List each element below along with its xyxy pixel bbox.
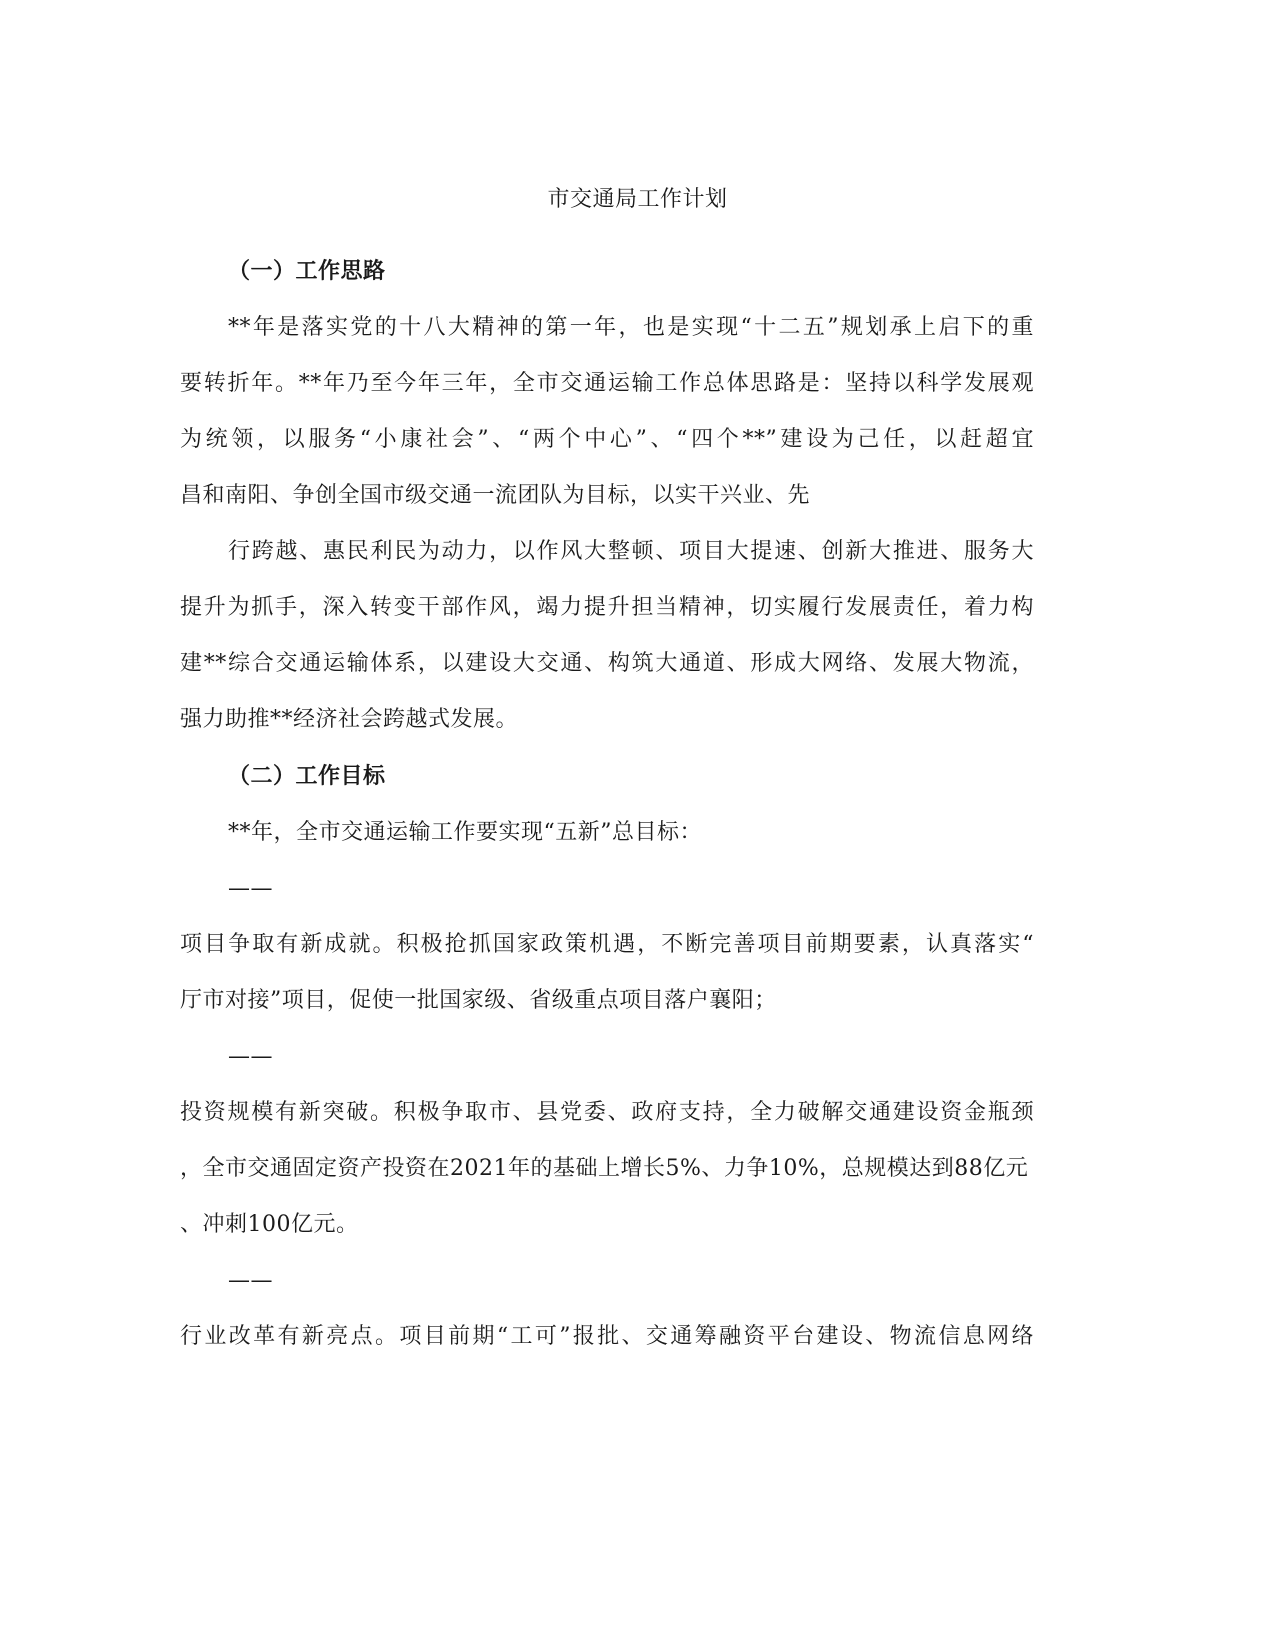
paragraph-2-line-1: 行跨越、惠民利民为动力，以作风大整顿、项目大提速、创新大推进、服务大 [228,539,1034,564]
paragraph-2-line-4: 强力助推**经济社会跨越式发展。 [180,707,519,732]
paragraph-3: **年，全市交通运输工作要实现“五新”总目标： [228,820,702,845]
paragraph-1-line-1: **年是落实党的十八大精神的第一年，也是实现“十二五”规划承上启下的重 [228,315,1034,340]
paragraph-2-line-2: 提升为抓手，深入转变干部作风，竭力提升担当精神，切实履行发展责任，着力构 [180,595,1034,620]
section-heading-2: （二）工作目标 [228,763,386,789]
goal-3-line-1: 行业改革有新亮点。项目前期“工可”报批、交通筹融资平台建设、物流信息网络 [180,1324,1034,1349]
paragraph-2-line-3: 建**综合交通运输体系，以建设大交通、构筑大通道、形成大网络、发展大物流， [180,651,1034,676]
goal-2-line-3: 、冲刺100亿元。 [180,1212,359,1237]
goal-1-line-1: 项目争取有新成就。积极抢抓国家政策机遇，不断完善项目前期要素，认真落实“ [180,932,1034,957]
goal-1-line-2: 厅市对接”项目，促使一批国家级、省级重点项目落户襄阳； [180,988,777,1013]
dash-marker-2: —— [228,1044,273,1069]
dash-marker-1: —— [228,876,273,901]
goal-2-line-1: 投资规模有新突破。积极争取市、县党委、政府支持，全力破解交通建设资金瓶颈 [180,1100,1034,1125]
document-title: 市交通局工作计划 [547,187,728,212]
paragraph-1-line-4: 昌和南阳、争创全国市级交通一流团队为目标，以实干兴业、先 [180,483,811,508]
paragraph-1-line-3: 为统领，以服务“小康社会”、“两个中心”、“四个**”建设为己任，以赶超宜 [180,427,1034,452]
section-heading-1: （一）工作思路 [228,258,386,284]
paragraph-1-line-2: 要转折年。**年乃至今年三年，全市交通运输工作总体思路是：坚持以科学发展观 [180,371,1034,396]
goal-2-line-2: ，全市交通固定资产投资在2021年的基础上增长5%、力争10%，总规模达到88亿元 [180,1156,1029,1181]
dash-marker-3: —— [228,1268,273,1293]
